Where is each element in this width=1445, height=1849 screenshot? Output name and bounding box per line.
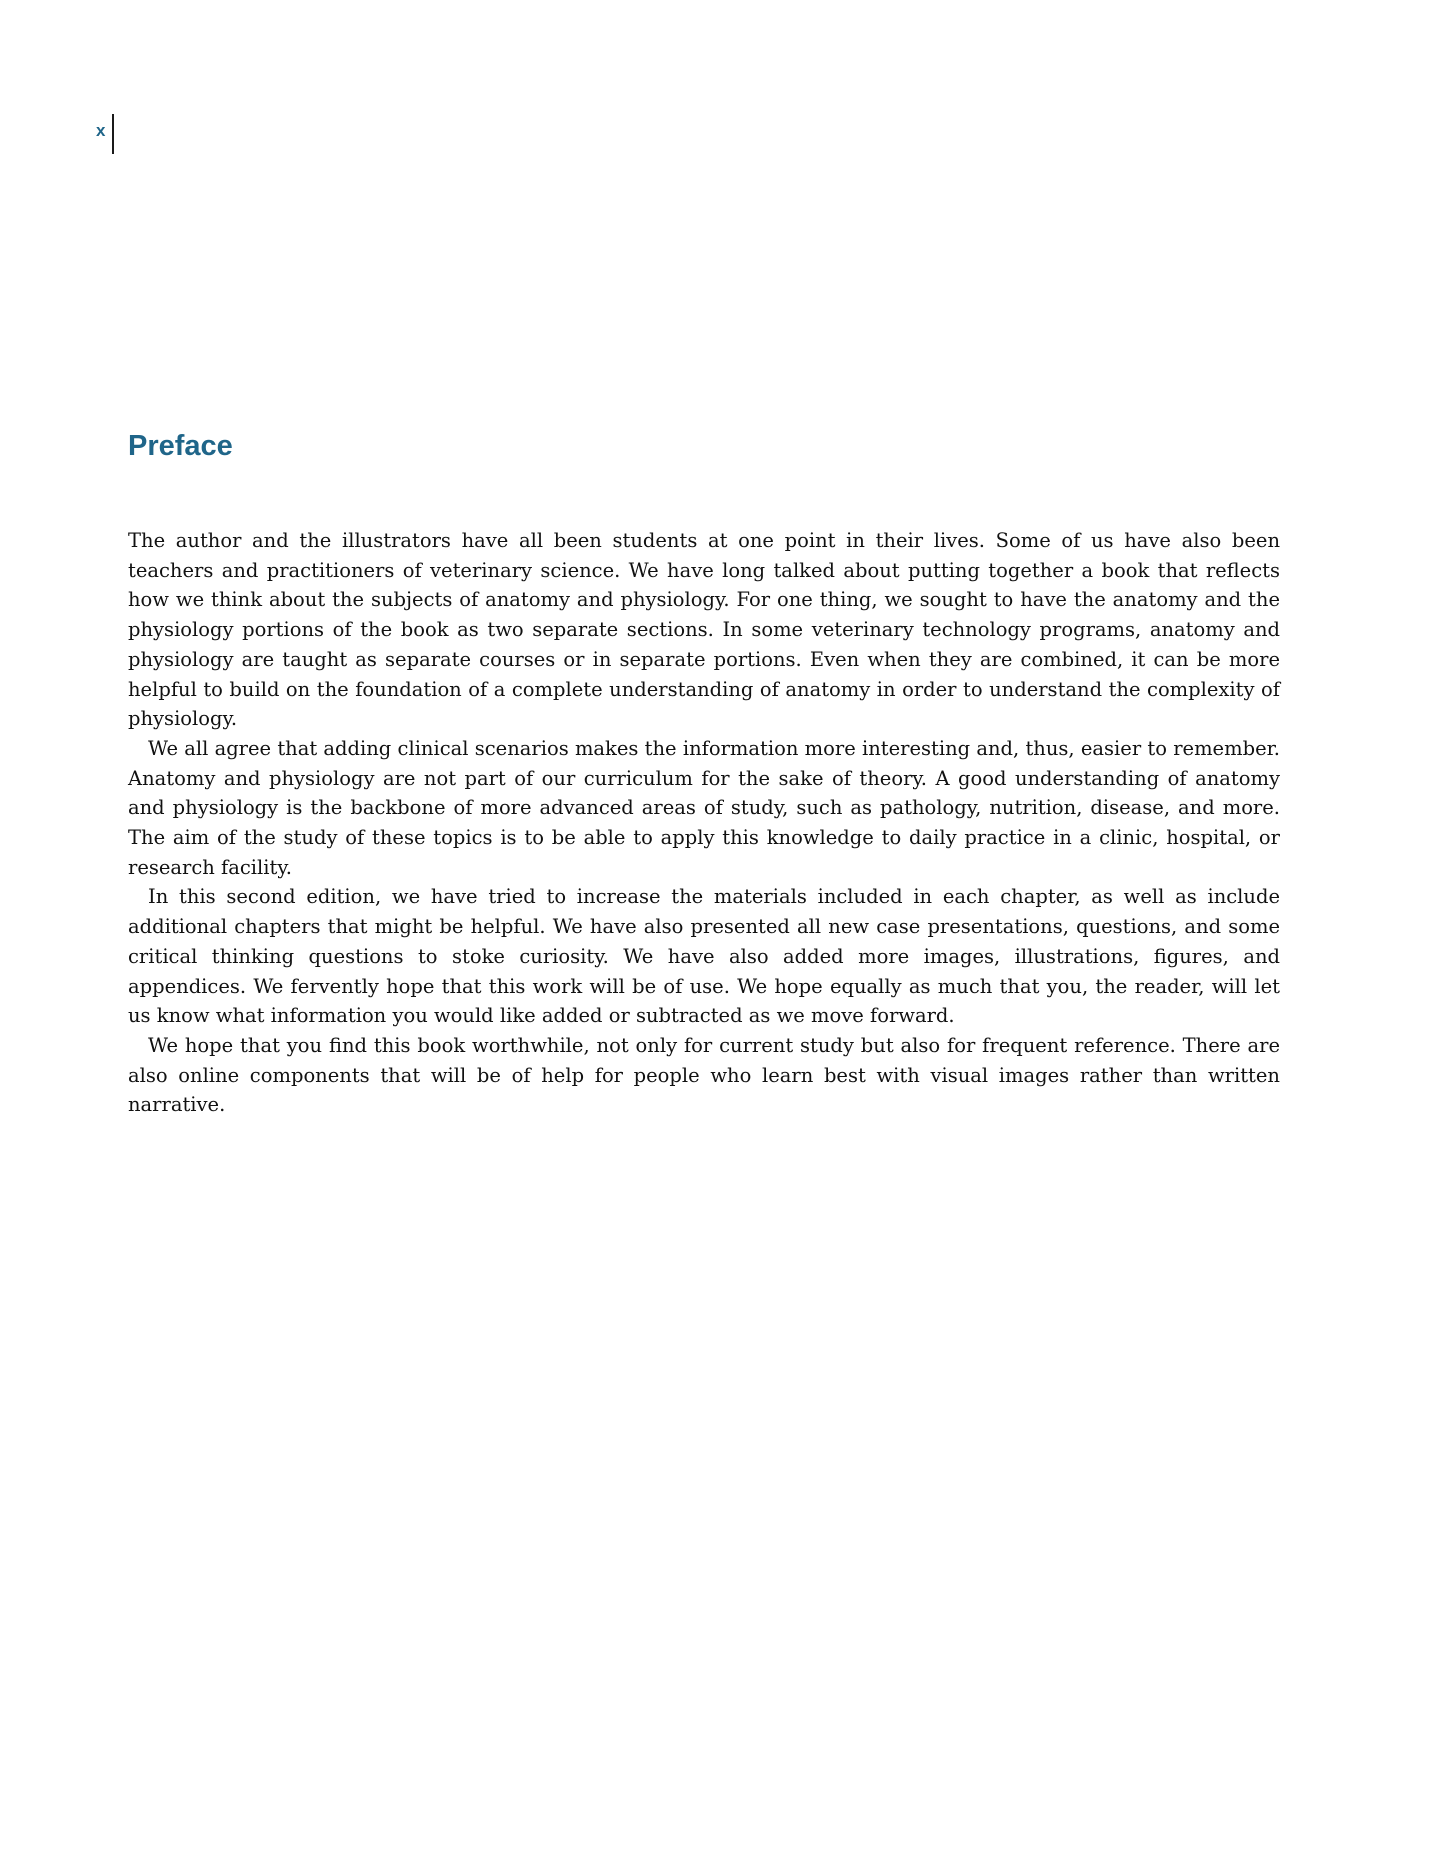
preface-body xyxy=(128,526,1280,1120)
paragraph-4: We hope that you find this book worthwhile, not only for current study but also for frequent reference. There are also online components that will be of help for people who learn best with visual images rather than written narrative. xyxy=(128,1033,1280,1117)
paragraph-3: In this second edition, we have tried to increase the materials included in each chapter, as well as include additional chapters that might be helpful. We have also presented all new case presentations, questions, and some critical thinking questions to stoke curiosity. We have also added more images, illustrations, figures, and appendices. We fervently hope that this work will be of use. We hope equally as much that you, the reader, will let us know what information you would like added or subtracted as we move forward. xyxy=(128,885,1280,1028)
page-number-rule xyxy=(112,114,114,154)
paragraph-2: We all agree that adding clinical scenarios makes the information more interesting and, thus, easier to remember. Anatomy and physiology are not part of our curriculum for the sake of theory. A good understanding of anatomy and physiology is the backbone of more advanced areas of study, such as pathology, nutrition, disease, and more. The aim of the study of these topics is to be able to apply this knowledge to daily practice in a clinic, hospital, or research facility. xyxy=(128,736,1280,879)
page-number: x xyxy=(96,121,106,140)
paragraph-1: The author and the illustrators have all been students at one point in their lives. Some of us have also been teachers and practitioners of veterinary science. We have long talked about putting together a book that reflects how we think about the subjects of anatomy and physiology. For one thing, we sought to have the anatomy and the physiology portions of the book as two separate sections. In some veterinary technology programs, anatomy and physiology are taught as separate courses or in separate portions. Even when they are combined, it can be more helpful to build on the foundation of a complete understanding of anatomy in order to understand the complexity of physiology. xyxy=(128,529,1280,731)
page-header xyxy=(96,114,114,154)
page-title: Preface xyxy=(128,430,233,462)
